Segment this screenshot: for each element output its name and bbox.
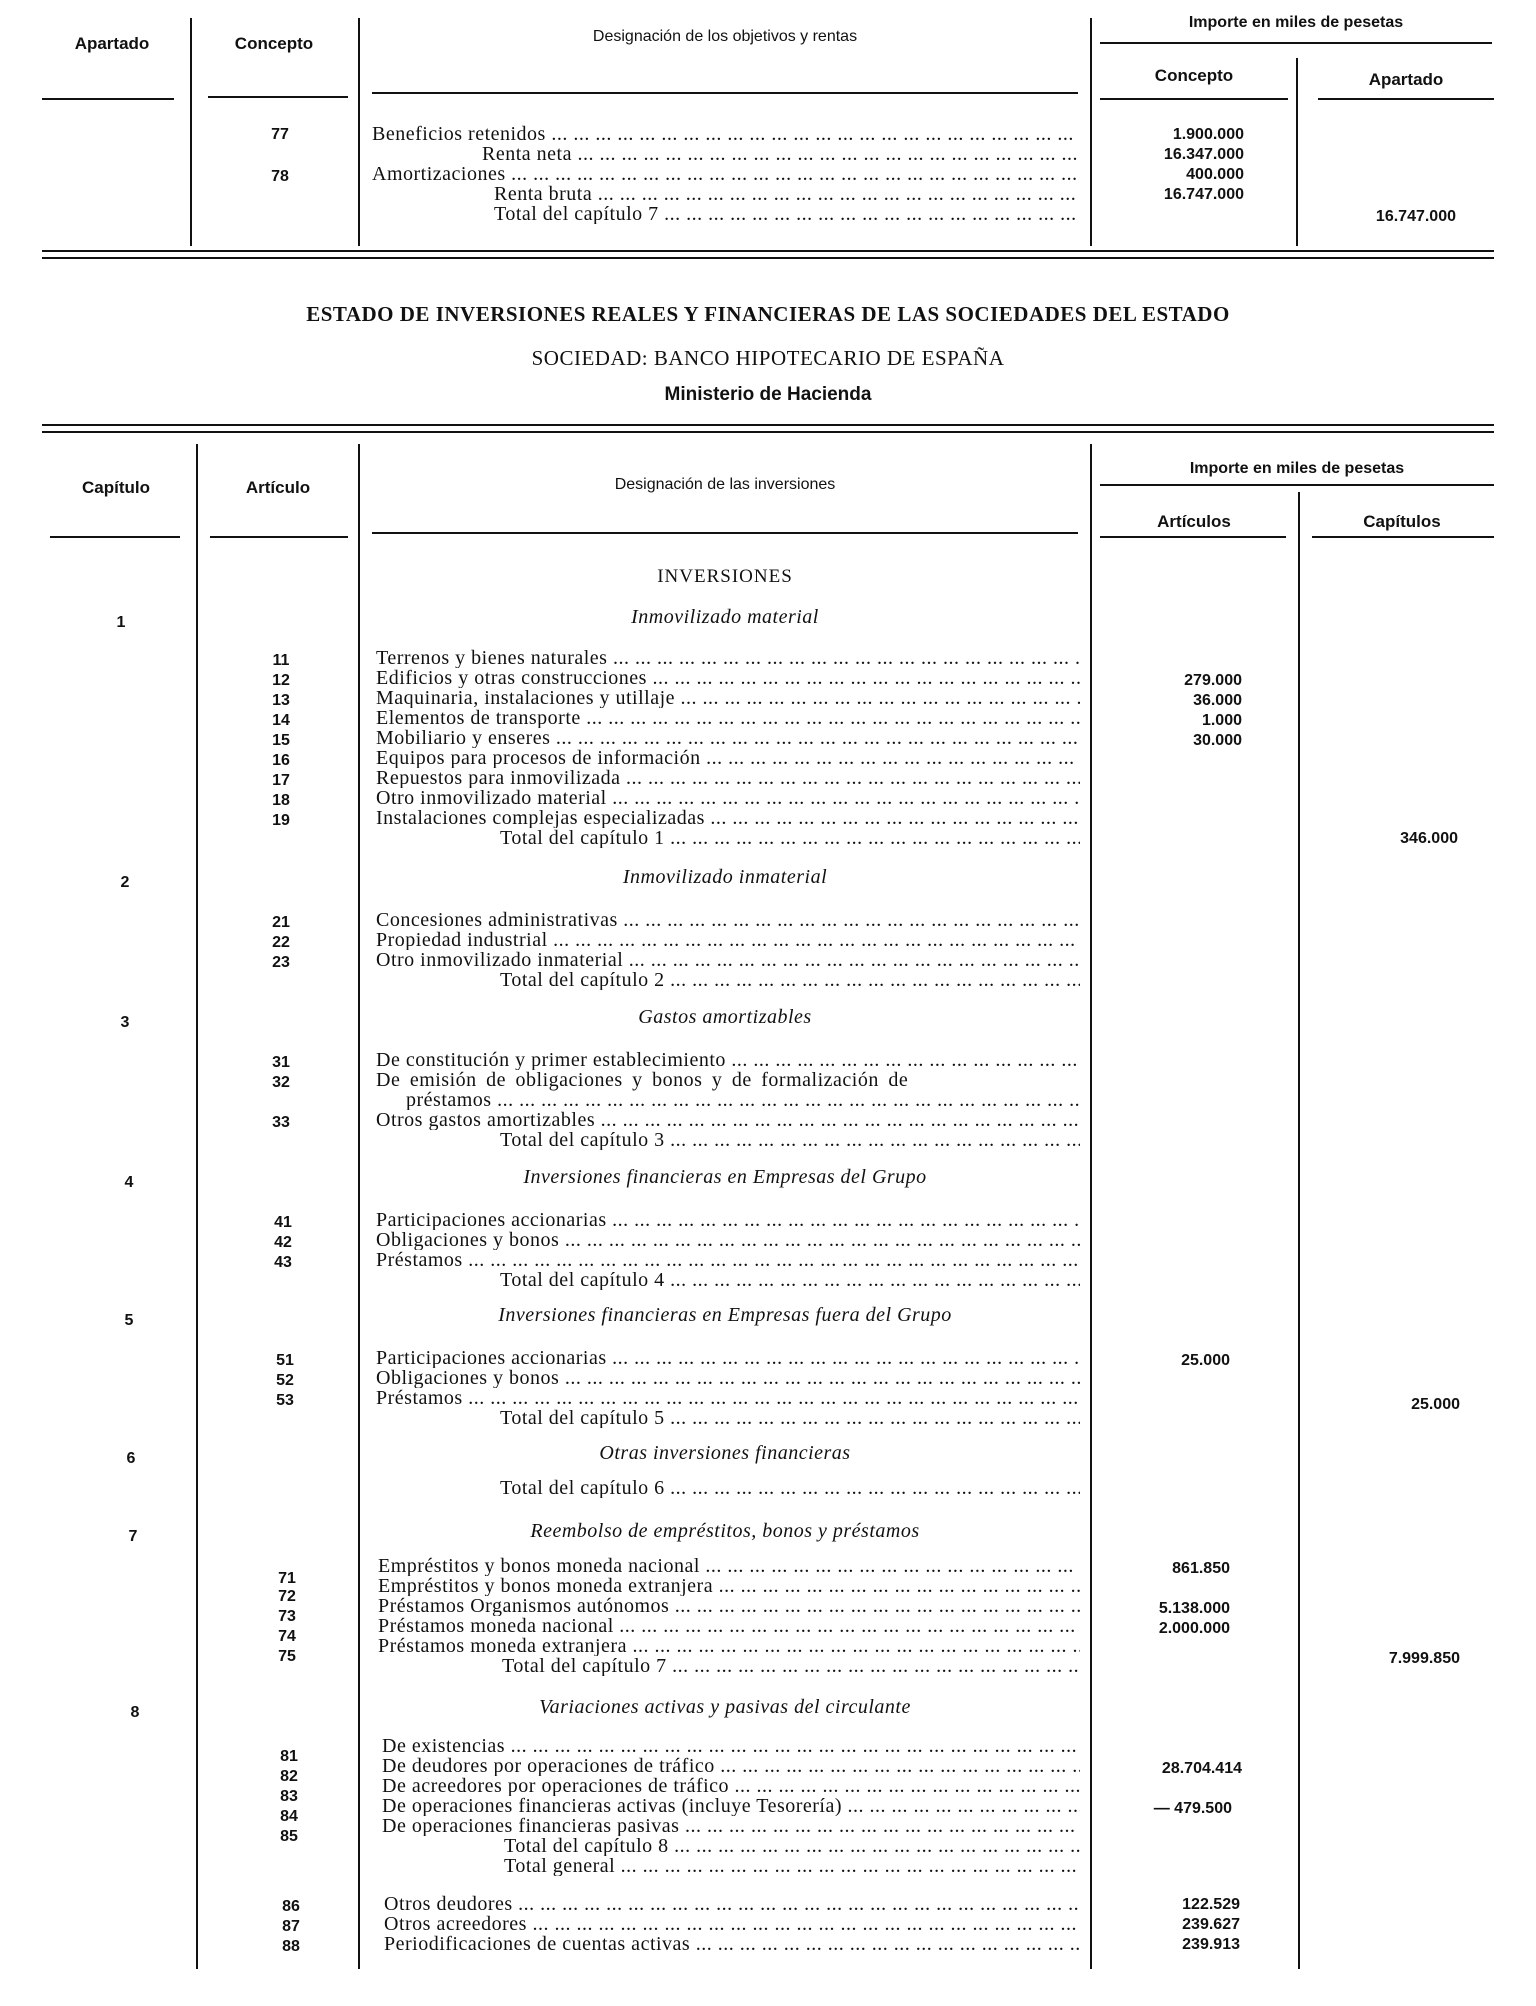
article-description: De emisión de obligaciones y bonos y de formalización de: [376, 1069, 909, 1091]
chapter-number: 1: [116, 614, 126, 631]
column-divider: [196, 444, 198, 1969]
row-value-concepto: 1.900.000: [1172, 126, 1244, 143]
row-value-concepto: 16.747.000: [1163, 186, 1244, 203]
header-rule: [208, 96, 348, 98]
row-value-apartado: 16.747.000: [1375, 208, 1456, 225]
chapter-total-value: 346.000: [1400, 830, 1458, 847]
article-code: 11: [272, 652, 290, 669]
article-description: Préstamos moneda nacional ... .: [378, 1616, 1080, 1636]
article-code: 51: [276, 1352, 294, 1369]
row-code: 77: [271, 126, 289, 143]
chapter-title: Variaciones activas y pasivas del circulante: [539, 1696, 911, 1718]
article-description: De operaciones financieras activas (incluye Tesorería) ... .: [382, 1796, 1080, 1816]
chapter-title: Inmovilizado inmaterial: [622, 866, 828, 888]
row-description: Renta bruta ... .: [494, 184, 1078, 204]
column-divider: [190, 18, 192, 246]
header-rule: [1100, 98, 1288, 100]
chapter-total: Total del capítulo 6 ... .: [500, 1478, 1080, 1498]
ministry-name: Ministerio de Hacienda: [664, 384, 872, 405]
row-description: Renta neta ... .: [482, 144, 1078, 164]
company-name: SOCIEDAD: BANCO HIPOTECARIO DE ESPAÑA: [531, 346, 1005, 370]
article-description: Elementos de transporte ... .: [376, 708, 1080, 728]
article-description: Otros deudores ... .: [384, 1894, 1080, 1914]
section-heading: INVERSIONES: [657, 566, 793, 587]
article-value: — 479.500: [1153, 1800, 1232, 1817]
double-rule: [42, 250, 1494, 259]
article-code: 84: [280, 1808, 298, 1825]
article-description: Participaciones accionarias ... .: [376, 1210, 1080, 1230]
article-code: 21: [272, 914, 290, 931]
header-rule: [372, 532, 1078, 534]
article-description: Obligaciones y bonos ... .: [376, 1368, 1080, 1388]
chapter-title: Reembolso de empréstitos, bonos y préstamos: [530, 1520, 920, 1542]
chapter-total: Total del capítulo 7 ... .: [502, 1656, 1080, 1676]
article-description: Participaciones accionarias ... .: [376, 1348, 1080, 1368]
article-code: 17: [272, 772, 290, 789]
column-divider: [1296, 58, 1298, 246]
row-description: Beneficios retenidos ... .: [372, 124, 1078, 144]
article-description: De existencias ... .: [382, 1736, 1080, 1756]
article-description: Préstamos ... .: [376, 1388, 1080, 1408]
article-code: 31: [272, 1054, 290, 1071]
row-code: 78: [271, 168, 289, 185]
article-code: 43: [274, 1254, 292, 1271]
header-designacion: Designación de las inversiones: [614, 476, 836, 493]
article-description: Repuestos para inmovilizada ... .: [376, 768, 1080, 788]
chapter-total: Total del capítulo 5 ... .: [500, 1408, 1080, 1428]
article-description: Mobiliario y enseres ... .: [376, 728, 1080, 748]
row-value-concepto: 400.000: [1186, 166, 1244, 183]
total-row: Total del capítulo 7 ... .: [494, 204, 1078, 224]
chapter-title: Inversiones financieras en Empresas fuera del Grupo: [498, 1304, 952, 1326]
article-description: De deudores por operaciones de tráfico ... .: [382, 1756, 1080, 1776]
article-code: 52: [276, 1372, 294, 1389]
chapter-number: 3: [120, 1014, 130, 1031]
article-code: 83: [280, 1788, 298, 1805]
article-code: 73: [278, 1608, 296, 1625]
header-capitulo: Capítulo: [82, 478, 150, 497]
article-code: 15: [272, 732, 290, 749]
chapter-total: Total del capítulo 2 ... .: [500, 970, 1080, 990]
article-value: 861.850: [1172, 1560, 1230, 1577]
header-col-capitulos: Capítulos: [1363, 512, 1441, 531]
article-description: Obligaciones y bonos ... .: [376, 1230, 1080, 1250]
chapter-title: Inversiones financieras en Empresas del Grupo: [523, 1166, 927, 1188]
chapter-number: 2: [120, 874, 130, 891]
chapter-total-value: 7.999.850: [1388, 1650, 1460, 1667]
article-code: 81: [280, 1748, 298, 1765]
header-rule: [1318, 98, 1494, 100]
article-description: Equipos para procesos de información ... .: [376, 748, 1080, 768]
chapter-number: 5: [124, 1312, 134, 1329]
article-description: Otro inmovilizado material ... .: [376, 788, 1080, 808]
article-value: 122.529: [1182, 1896, 1240, 1913]
article-value: 1.000: [1201, 712, 1242, 729]
header-rule: [210, 536, 348, 538]
article-code: 75: [278, 1648, 296, 1665]
article-description: Instalaciones complejas especializadas ... .: [376, 808, 1080, 828]
article-code: 41: [274, 1214, 292, 1231]
column-divider: [1298, 492, 1300, 1969]
header-rule: [42, 98, 174, 100]
article-code: 18: [272, 792, 290, 809]
article-code: 53: [276, 1392, 294, 1409]
chapter-number: 4: [124, 1174, 134, 1191]
header-rule: [1312, 536, 1494, 538]
header-rule: [1100, 536, 1286, 538]
article-description: Otro inmovilizado inmaterial ... .: [376, 950, 1080, 970]
article-code: 32: [272, 1074, 290, 1091]
chapter-number: 8: [130, 1704, 140, 1721]
article-code: 87: [282, 1918, 300, 1935]
article-description: Concesiones administrativas ... .: [376, 910, 1080, 930]
article-description: Préstamos ... .: [376, 1250, 1080, 1270]
article-value: 28.704.414: [1161, 1760, 1242, 1777]
article-description: Otros acreedores ... .: [384, 1914, 1080, 1934]
article-code: 85: [280, 1828, 298, 1845]
chapter-total: Total del capítulo 8 ... .: [504, 1836, 1080, 1856]
header-articulo: Artículo: [245, 478, 311, 497]
chapter-title: Gastos amortizables: [638, 1006, 812, 1028]
article-value: 25.000: [1181, 1352, 1230, 1369]
chapter-total: Total del capítulo 1 ... .: [500, 828, 1080, 848]
article-value: 36.000: [1193, 692, 1242, 709]
header-apartado: Apartado: [74, 34, 150, 53]
article-description: Periodificaciones de cuentas activas ... .: [384, 1934, 1080, 1954]
article-description: Terrenos y bienes naturales ... .: [376, 648, 1080, 668]
header-rule: [372, 92, 1078, 94]
article-value: 239.627: [1182, 1916, 1240, 1933]
article-value: 2.000.000: [1158, 1620, 1230, 1637]
article-code: 23: [272, 954, 290, 971]
row-description: Amortizaciones ... .: [372, 164, 1078, 184]
article-description: De operaciones financieras pasivas ... .: [382, 1816, 1080, 1836]
article-description: De acreedores por operaciones de tráfico ... .: [382, 1776, 1080, 1796]
article-code: 88: [282, 1938, 300, 1955]
article-description: Empréstitos y bonos moneda nacional ... .: [378, 1556, 1080, 1576]
article-code: 33: [272, 1114, 290, 1131]
header-col-apartado: Apartado: [1368, 70, 1444, 89]
article-code: 71: [278, 1570, 296, 1587]
header-designacion: Designación de los objetivos y rentas: [592, 28, 858, 45]
article-value: 5.138.000: [1158, 1600, 1230, 1617]
article-description: Maquinaria, instalaciones y utillaje ... .: [376, 688, 1080, 708]
column-divider: [358, 444, 360, 1969]
chapter-title: Otras inversiones financieras: [599, 1442, 851, 1464]
chapter-total: Total del capítulo 3 ... .: [500, 1130, 1080, 1150]
article-description: Otros gastos amortizables ... .: [376, 1110, 1080, 1130]
column-divider: [1090, 444, 1092, 1969]
article-description: De constitución y primer establecimiento ... .: [376, 1050, 1080, 1070]
article-code: 86: [282, 1898, 300, 1915]
grand-total: Total general ... .: [504, 1856, 1080, 1876]
document-title: ESTADO DE INVERSIONES REALES Y FINANCIERAS DE LAS SOCIEDADES DEL ESTADO: [306, 302, 1230, 326]
article-code: 13: [272, 692, 290, 709]
article-code: 14: [272, 712, 290, 729]
row-value-concepto: 16.347.000: [1163, 146, 1244, 163]
column-divider: [1090, 18, 1092, 246]
header-importe: Importe en miles de pesetas: [1189, 460, 1405, 477]
article-code: 74: [278, 1628, 296, 1645]
article-description: Préstamos moneda extranjera ... .: [378, 1636, 1080, 1656]
header-concepto: Concepto: [234, 34, 314, 53]
header-rule: [1100, 484, 1494, 486]
chapter-number: 6: [126, 1450, 136, 1467]
article-code: 72: [278, 1588, 296, 1605]
chapter-title: Inmovilizado material: [631, 606, 819, 628]
article-value: 279.000: [1184, 672, 1242, 689]
article-code: 19: [272, 812, 290, 829]
column-divider: [358, 18, 360, 246]
header-rule: [50, 536, 180, 538]
article-code: 12: [272, 672, 290, 689]
article-value: 239.913: [1182, 1936, 1240, 1953]
article-description: Edificios y otras construcciones ... .: [376, 668, 1080, 688]
header-col-articulos: Artículos: [1157, 512, 1231, 531]
article-description-continued: préstamos ... .: [406, 1090, 1080, 1110]
article-description: Préstamos Organismos autónomos ... .: [378, 1596, 1080, 1616]
article-description: Propiedad industrial ... .: [376, 930, 1080, 950]
chapter-total: Total del capítulo 4 ... .: [500, 1270, 1080, 1290]
header-col-concepto: Concepto: [1154, 66, 1234, 85]
header-rule: [1100, 42, 1492, 44]
header-importe: Importe en miles de pesetas: [1188, 14, 1404, 31]
article-code: 42: [274, 1234, 292, 1251]
chapter-total-value: 25.000: [1411, 1396, 1460, 1413]
article-value: 30.000: [1193, 732, 1242, 749]
article-description: Empréstitos y bonos moneda extranjera ... .: [378, 1576, 1080, 1596]
article-code: 82: [280, 1768, 298, 1785]
double-rule: [42, 424, 1494, 433]
article-code: 22: [272, 934, 290, 951]
article-code: 16: [272, 752, 290, 769]
chapter-number: 7: [128, 1528, 138, 1545]
